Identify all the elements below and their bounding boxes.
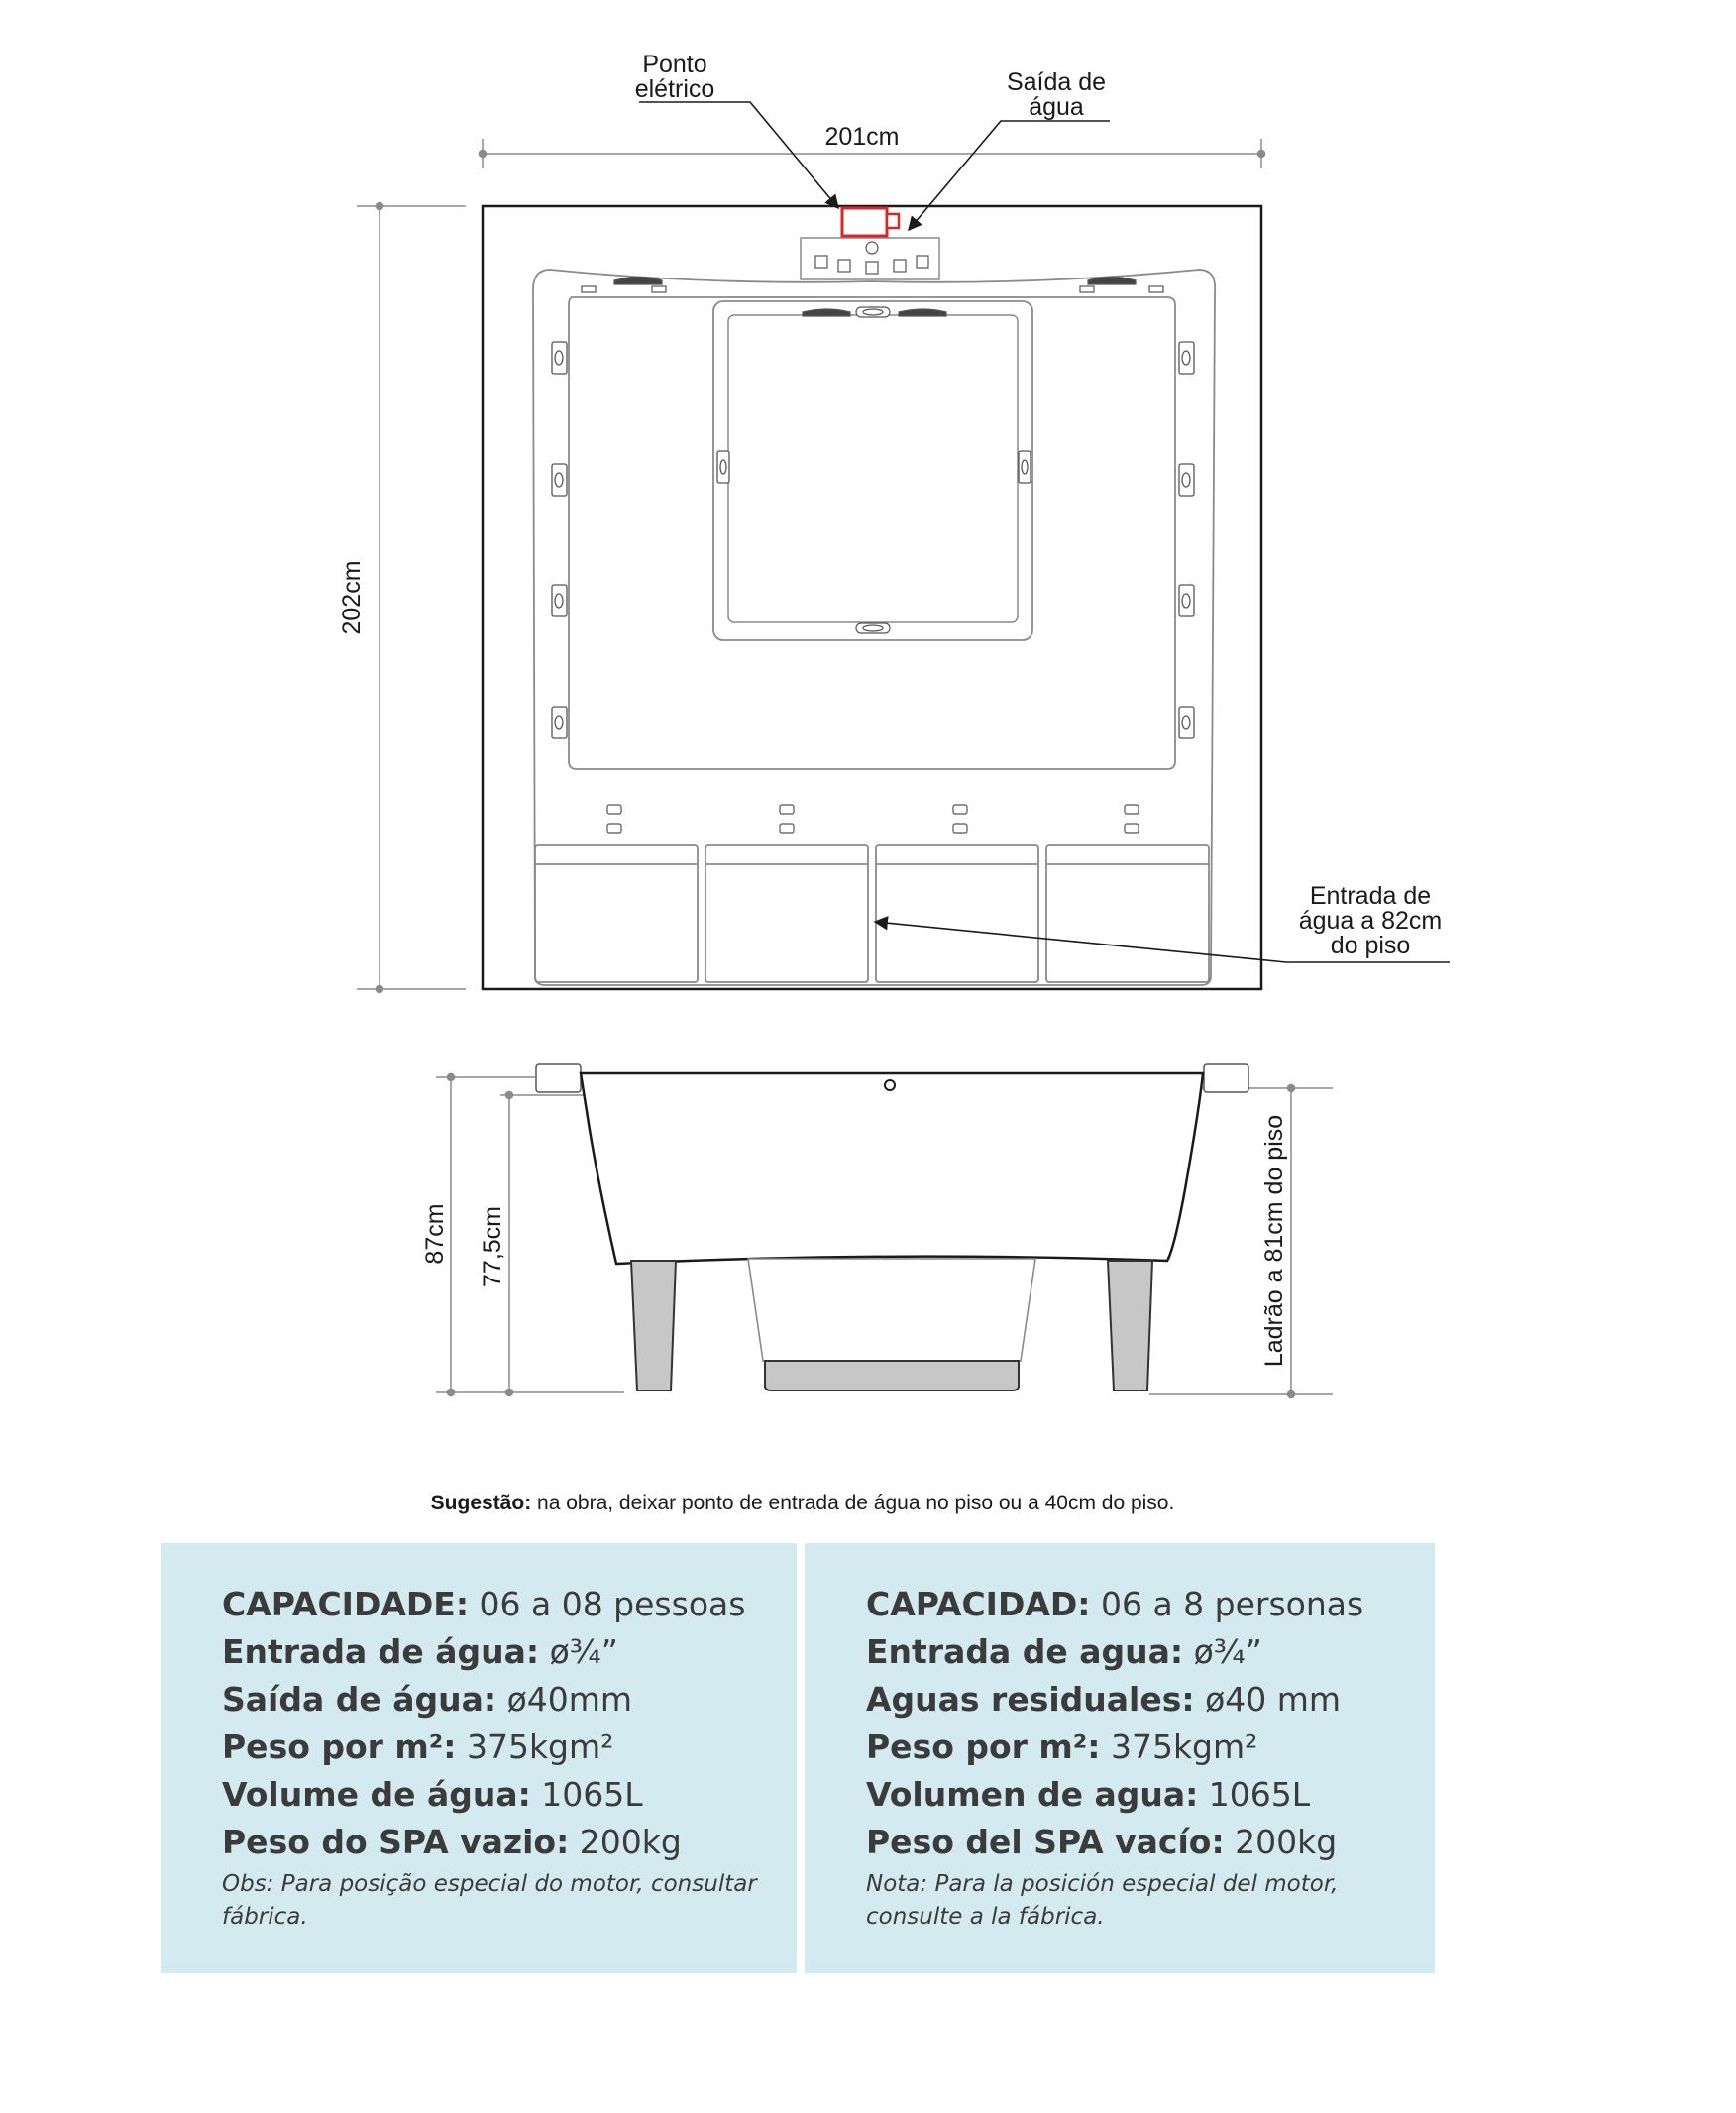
overflow-label: Ladrão a 81cm do piso xyxy=(1260,1114,1288,1368)
spec-row: Entrada de água: ø¾” xyxy=(222,1632,618,1671)
spec-row: CAPACIDAD: 06 a 8 personas xyxy=(866,1585,1364,1623)
electrical-point-label-line1: Ponto xyxy=(642,51,707,78)
side-view xyxy=(421,1064,1333,1398)
spec-row: Aguas residuales: ø40 mm xyxy=(866,1680,1342,1719)
spec-note: Obs: Para posição especial do motor, consultar fábrica. xyxy=(222,1871,757,1930)
spec-row: Peso do SPA vazio: 200kg xyxy=(222,1823,682,1861)
dimension-87-label: 87cm xyxy=(421,1203,449,1265)
height-dimension-label: 202cm xyxy=(338,560,366,635)
width-dimension-label: 201cm xyxy=(824,123,900,151)
spec-note: Nota: Para la posición especial del motor, consulte a la fábrica. xyxy=(866,1871,1339,1930)
dimension-775 xyxy=(500,1092,585,1396)
rim-cap-left xyxy=(536,1064,581,1092)
center-sump xyxy=(748,1259,1035,1361)
spec-row: Volume de água: 1065L xyxy=(222,1775,643,1814)
suggestion-label: Sugestão: xyxy=(430,1492,532,1514)
spec-row: Peso por m²: 375kgm² xyxy=(866,1727,1258,1766)
rim-cap-right xyxy=(1204,1064,1248,1092)
water-inlet-label-line3: do piso xyxy=(1330,932,1411,959)
leg-right xyxy=(1108,1261,1152,1390)
water-inlet-label-line1: Entrada de xyxy=(1309,882,1432,910)
suggestion-note xyxy=(0,1492,1605,1515)
spec-row: Peso por m²: 375kgm² xyxy=(222,1727,614,1766)
suggestion-text: na obra, deixar ponto de entrada de água no piso ou a 40cm do piso. xyxy=(531,1492,1175,1514)
specs-portuguese xyxy=(161,1543,797,1973)
leg-left xyxy=(631,1261,676,1390)
water-inlet-label-line2: água a 82cm xyxy=(1298,907,1443,935)
electrical-point-leader xyxy=(639,102,838,208)
electrical-point-label-line2: elétrico xyxy=(634,75,715,103)
water-outlet-label-line1: Saída de xyxy=(1006,68,1107,96)
water-outlet-label-line2: água xyxy=(1029,93,1084,121)
spec-row: Peso del SPA vacío: 200kg xyxy=(866,1823,1338,1861)
top-view xyxy=(338,51,1450,993)
spec-row: CAPACIDADE: 06 a 08 pessoas xyxy=(222,1585,746,1623)
height-dimension xyxy=(357,203,466,993)
spa-footprint-outline xyxy=(483,206,1261,989)
tub-body xyxy=(581,1073,1203,1264)
sump-base xyxy=(765,1361,1019,1390)
control-panel xyxy=(801,238,939,279)
spec-row: Volumen de agua: 1065L xyxy=(866,1775,1311,1814)
spec-row: Saída de água: ø40mm xyxy=(222,1680,633,1719)
overflow-outlet xyxy=(885,1080,895,1090)
dimension-775-label: 77,5cm xyxy=(479,1206,506,1287)
spec-row: Entrada de agua: ø¾” xyxy=(866,1632,1262,1671)
specs-spanish xyxy=(805,1543,1435,1973)
